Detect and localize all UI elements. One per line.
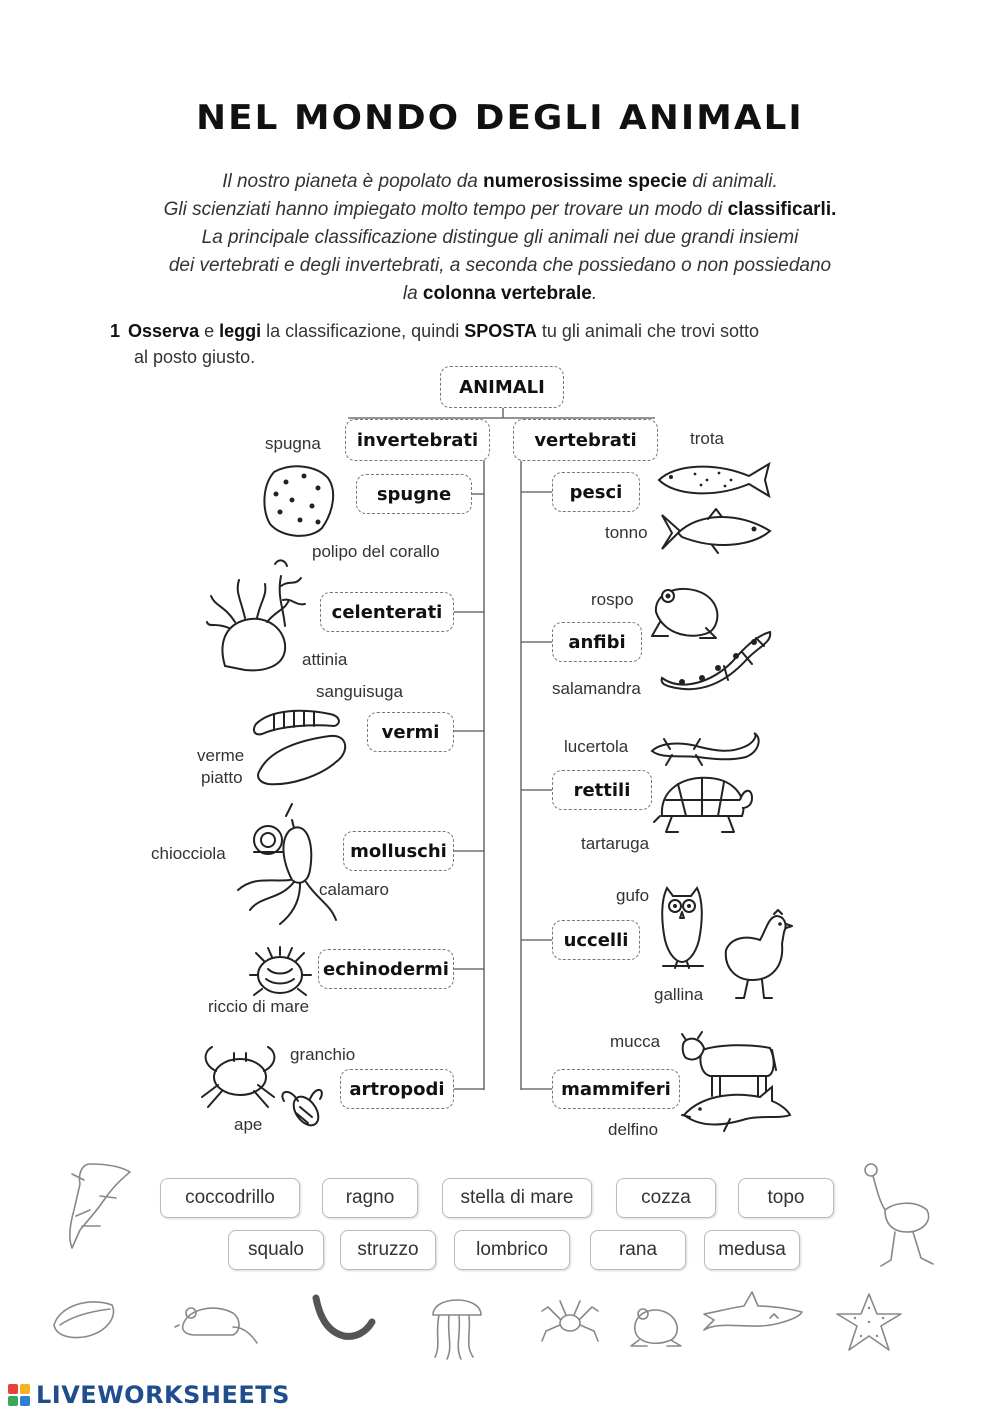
turtle-illustration xyxy=(652,770,754,838)
label-delfino: delfino xyxy=(608,1120,659,1139)
owl-illustration xyxy=(657,880,707,976)
label-rospo: rospo xyxy=(591,590,634,609)
root-box-animali: ANIMALI xyxy=(440,366,564,408)
drop-zone-echinodermi[interactable]: echinodermi xyxy=(318,949,454,989)
salamander-illustration xyxy=(652,622,777,694)
draggable-coccodrillo[interactable]: coccodrillo xyxy=(160,1178,300,1218)
label-polipo: polipo del corallo xyxy=(312,542,440,561)
label-gufo: gufo xyxy=(616,886,650,905)
crab-bee-illustration xyxy=(198,1035,328,1135)
lizard-illustration xyxy=(650,731,762,767)
label-salamandra: salamandra xyxy=(552,679,641,698)
label-attinia: attinia xyxy=(302,650,348,669)
label-tonno: tonno xyxy=(605,523,648,542)
label-piatto: piatto xyxy=(201,768,243,787)
snail-squid-illustration xyxy=(230,800,345,928)
draggable-stella-di-mare[interactable]: stella di mare xyxy=(442,1178,592,1218)
draggable-struzzo[interactable]: struzzo xyxy=(340,1230,436,1270)
ostrich-illustration xyxy=(855,1160,937,1272)
label-riccio: riccio di mare xyxy=(208,997,310,1016)
liveworksheets-logo: LIVEWORKSHEETS xyxy=(8,1381,290,1409)
starfish-illustration xyxy=(835,1292,903,1352)
label-granchio: granchio xyxy=(290,1045,356,1064)
draggable-lombrico[interactable]: lombrico xyxy=(454,1230,570,1270)
label-trota: trota xyxy=(690,429,725,448)
label-ape: ape xyxy=(234,1115,263,1134)
draggable-ragno[interactable]: ragno xyxy=(322,1178,418,1218)
sea-urchin-illustration xyxy=(248,945,313,1000)
sponge-illustration xyxy=(262,462,337,540)
drop-zone-mammiferi[interactable]: mammiferi xyxy=(552,1069,680,1109)
drop-zone-rettili[interactable]: rettili xyxy=(552,770,652,810)
coral-anemone-illustration xyxy=(205,556,315,676)
drop-zone-molluschi[interactable]: molluschi xyxy=(343,831,454,871)
frog-illustration xyxy=(625,1300,687,1348)
draggable-rana[interactable]: rana xyxy=(590,1230,686,1270)
drop-zone-pesci[interactable]: pesci xyxy=(552,472,640,512)
drop-zone-uccelli[interactable]: uccelli xyxy=(552,920,640,960)
label-chiocciola: chiocciola xyxy=(151,844,226,863)
draggable-medusa[interactable]: medusa xyxy=(704,1230,800,1270)
shark-illustration xyxy=(700,1290,805,1342)
label-calamaro: calamaro xyxy=(319,880,389,899)
draggable-squalo[interactable]: squalo xyxy=(228,1230,324,1270)
jellyfish-illustration xyxy=(425,1285,490,1360)
header-invertebrati: invertebrati xyxy=(345,419,490,461)
header-vertebrati: vertebrati xyxy=(513,419,658,461)
drop-zone-anfibi[interactable]: anfibi xyxy=(552,622,642,662)
label-spugna: spugna xyxy=(265,434,321,453)
crocodile-illustration xyxy=(60,1160,135,1252)
drop-zone-spugne[interactable]: spugne xyxy=(356,474,472,514)
spider-illustration xyxy=(540,1297,602,1347)
label-verme: verme xyxy=(197,746,245,765)
page-title: NEL MONDO DEGLI ANIMALI xyxy=(196,98,804,138)
label-sanguisuga: sanguisuga xyxy=(316,682,403,701)
label-tartaruga: tartaruga xyxy=(581,834,650,853)
hen-illustration xyxy=(718,910,793,1002)
draggable-cozza[interactable]: cozza xyxy=(616,1178,716,1218)
draggable-topo[interactable]: topo xyxy=(738,1178,834,1218)
logo-mark-icon xyxy=(8,1384,30,1406)
label-gallina: gallina xyxy=(654,985,704,1004)
drop-zone-celenterati[interactable]: celenterati xyxy=(320,592,454,632)
label-mucca: mucca xyxy=(610,1032,661,1051)
intro-paragraph: Il nostro pianeta è popolato da numerosissime specie di animali. Gli scienziati hanno impiegato molto tempo per trovare un modo di classificarli. La principale classificazione distingue gli animali nei due grandi insiemi dei vertebrati e degli invertebrati, a seconda che possiedano o non possiedano la colonna vertebrale. xyxy=(163,171,837,304)
leech-flatworm-illustration xyxy=(250,700,355,790)
label-lucertola: lucertola xyxy=(564,737,629,756)
drop-zone-vermi[interactable]: vermi xyxy=(367,712,454,752)
tuna-illustration xyxy=(658,505,776,560)
mussel-illustration xyxy=(50,1295,120,1340)
earthworm-illustration xyxy=(310,1292,375,1344)
drop-zone-artropodi[interactable]: artropodi xyxy=(340,1069,454,1109)
mouse-illustration xyxy=(175,1297,260,1345)
trout-illustration xyxy=(655,458,773,500)
dolphin-illustration xyxy=(680,1085,792,1133)
instruction: 1 Osserva e leggi la classificazione, quindi SPOSTA tu gli animali che trovi sotto al posto giusto. xyxy=(110,321,760,367)
